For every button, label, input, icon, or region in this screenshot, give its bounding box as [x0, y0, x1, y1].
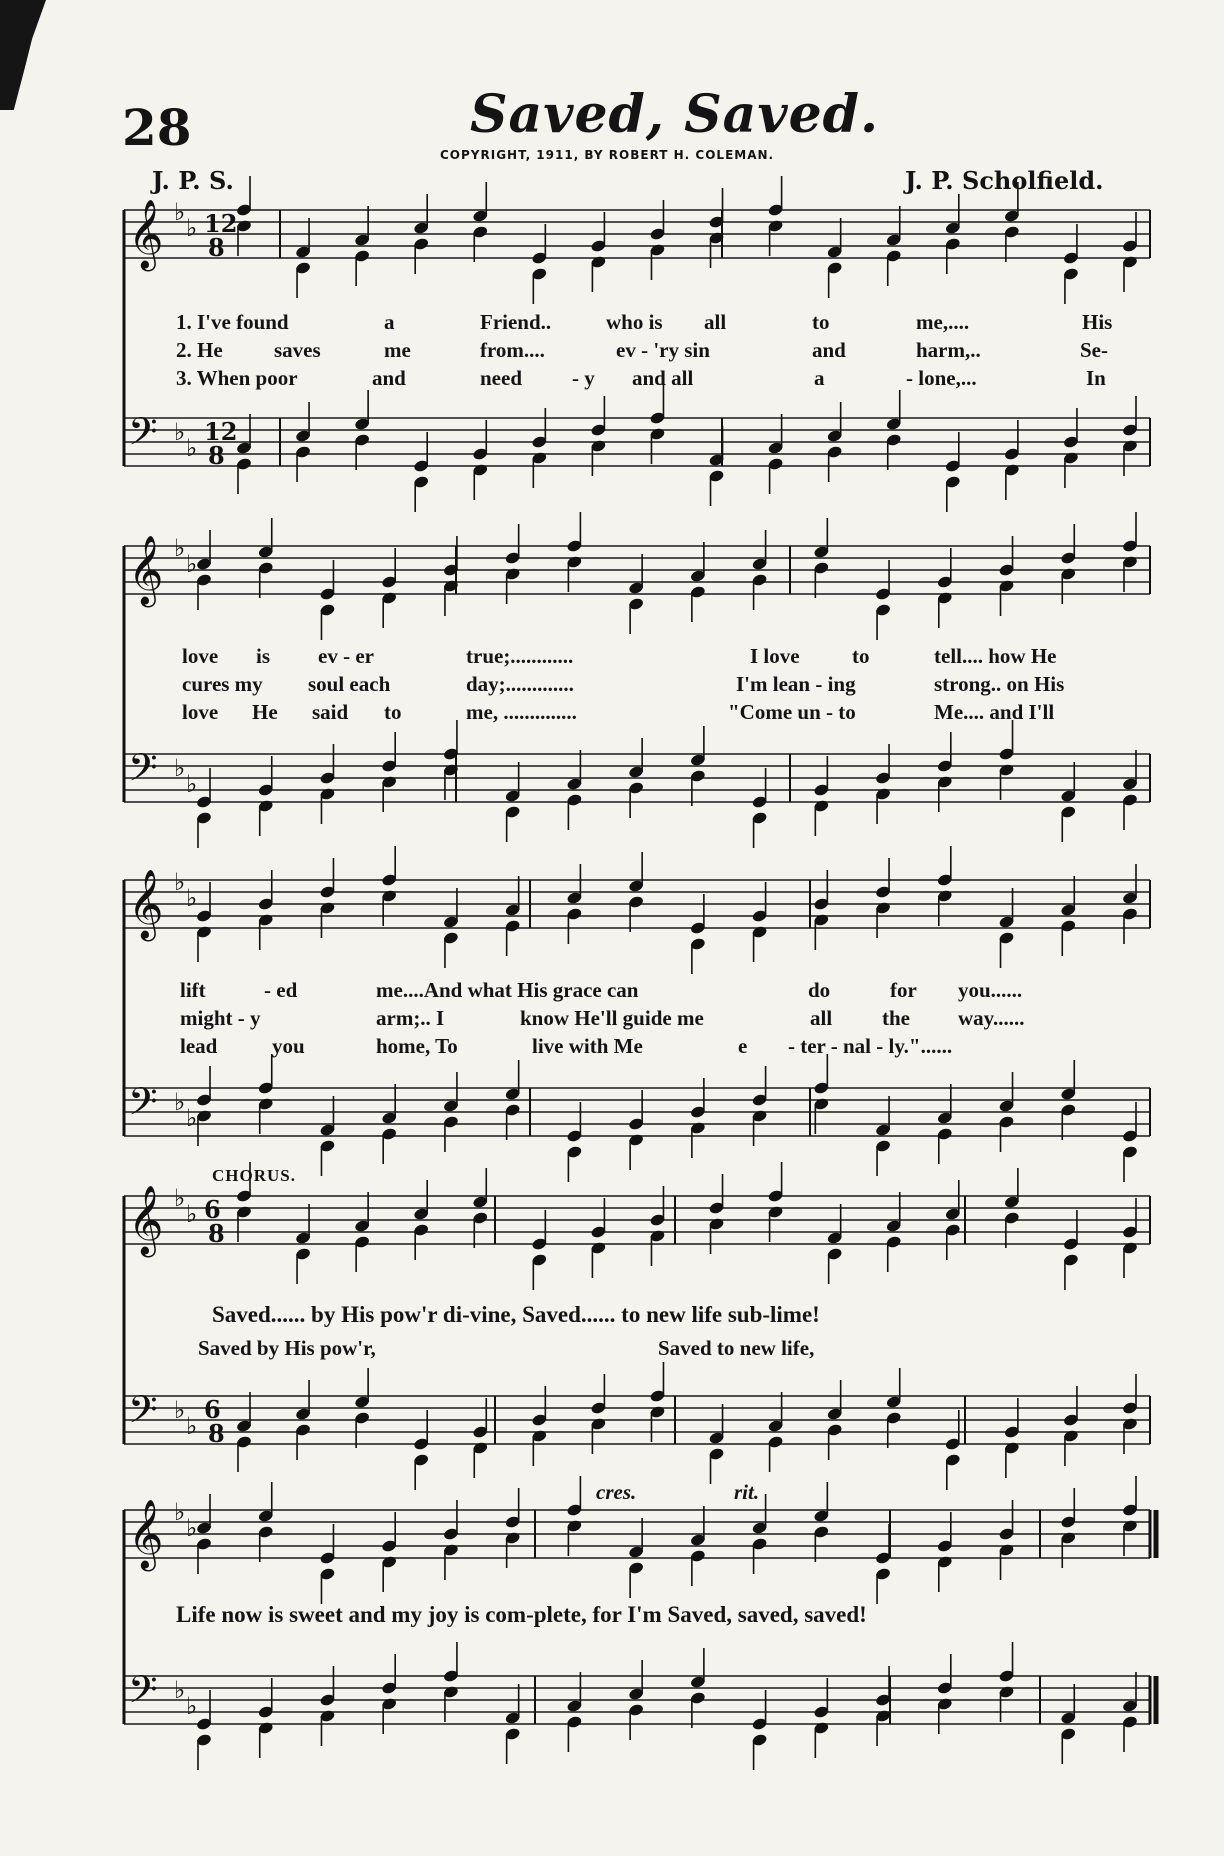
flat-sign: ♭	[174, 1184, 186, 1212]
ritardando-mark: rit.	[734, 1480, 760, 1504]
verse-lyrics-system-3	[176, 978, 1136, 1062]
flat-sign: ♭	[186, 1104, 198, 1132]
time-sig-bottom: 8	[208, 441, 225, 470]
bass-clef: 𝄢	[128, 1387, 158, 1441]
flat-sign: ♭	[186, 214, 198, 242]
flat-sign: ♭	[174, 1676, 186, 1704]
flat-sign: ♭	[174, 1498, 186, 1526]
lyric-line-verse-2: might - y arm;.. I know He'll guide me all the way......	[180, 1006, 1025, 1030]
lyric-line-verse-2: 2. He saves me from.... ev - 'ry sin and harm,.. Se-	[176, 338, 1108, 362]
flat-sign: ♭	[174, 1088, 186, 1116]
flat-sign: ♭	[174, 534, 186, 562]
flat-sign: ♭	[186, 1200, 198, 1228]
crescendo-mark: cres.	[596, 1480, 637, 1504]
time-sig-top: 6	[204, 1195, 221, 1224]
hymn-number: 28	[122, 98, 192, 157]
treble-clef: 𝄞	[128, 1185, 164, 1255]
chorus-lyric-line-2: Life now is sweet and my joy is com-plete, for I'm Saved, saved, saved!	[176, 1602, 867, 1627]
composer: J. P. Scholfield.	[905, 166, 1104, 195]
chorus-echo-1: Saved by His pow'r,	[198, 1336, 376, 1360]
lyric-line-verse-1: love is ev - er true;............ I love to tell.... how He	[182, 644, 1057, 668]
bass-clef: 𝄢	[128, 745, 158, 799]
time-sig-top: 12	[204, 417, 238, 446]
verse-lyrics-system-2	[176, 644, 1136, 728]
bass-clef: 𝄢	[128, 1079, 158, 1133]
flat-sign: ♭	[186, 1514, 198, 1542]
flat-sign: ♭	[174, 754, 186, 782]
flat-sign: ♭	[186, 770, 198, 798]
time-sig-bottom: 8	[208, 1219, 225, 1248]
flat-sign: ♭	[174, 198, 186, 226]
bass-clef: 𝄢	[128, 409, 158, 463]
flat-sign: ♭	[174, 868, 186, 896]
lyric-line-verse-3: 3. When poor and need - y and all a - lone,... In	[176, 366, 1106, 390]
flat-sign: ♭	[186, 1692, 198, 1720]
flat-sign: ♭	[186, 434, 198, 462]
time-sig-top: 12	[204, 209, 238, 238]
time-sig-top: 6	[204, 1395, 221, 1424]
treble-clef: 𝄞	[128, 535, 164, 605]
flat-sign: ♭	[174, 418, 186, 446]
flat-sign: ♭	[186, 884, 198, 912]
lyric-line-verse-3: love He said to me, .............. "Come un - to Me.... and I'll	[182, 700, 1055, 724]
copyright-notice: COPYRIGHT, 1911, BY ROBERT H. COLEMAN.	[440, 148, 775, 162]
lyric-line-verse-1: lift - ed me....And what His grace can do for you......	[180, 978, 1023, 1002]
lyric-line-verse-3: lead you home, To live with Me e - ter - nal - ly."......	[180, 1034, 953, 1058]
lyric-line-verse-2: cures my soul each day;............. I'm lean - ing strong.. on His	[182, 672, 1065, 696]
bass-clef: 𝄢	[128, 1667, 158, 1721]
verse-lyrics-system-1	[176, 310, 1136, 394]
treble-clef: 𝄞	[128, 869, 164, 939]
hymn-title: Saved, Saved.	[470, 84, 880, 145]
lyric-line-verse-1: 1. I've found a Friend.. who is all to me,.... His	[176, 310, 1113, 334]
chorus-echo-2: Saved to new life,	[658, 1336, 815, 1360]
flat-sign: ♭	[186, 1412, 198, 1440]
lyricist: J. P. S.	[152, 166, 234, 195]
time-sig-bottom: 8	[208, 233, 225, 262]
treble-clef: 𝄞	[128, 1499, 164, 1569]
flat-sign: ♭	[174, 1396, 186, 1424]
chorus-label: CHORUS.	[212, 1166, 296, 1185]
treble-clef: 𝄞	[128, 199, 164, 269]
flat-sign: ♭	[186, 550, 198, 578]
chorus-lyric-line-1: Saved...... by His pow'r di-vine, Saved...... to new life sub-lime!	[212, 1302, 820, 1327]
time-sig-bottom: 8	[208, 1419, 225, 1448]
